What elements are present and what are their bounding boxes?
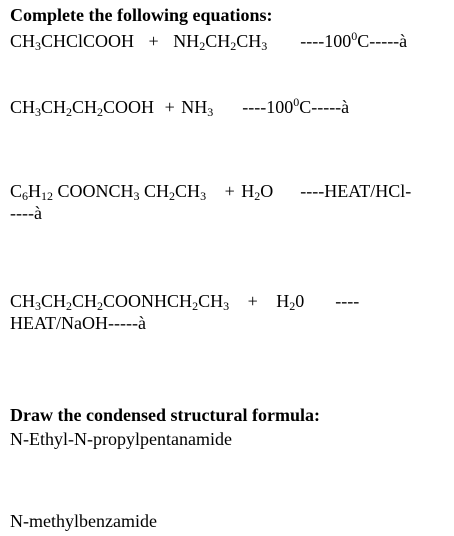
eq3-reactant-2: $H_2O$ xyxy=(241,181,274,203)
eq2-plus: + xyxy=(164,97,175,117)
eq3-reactant-1: $C_6H_{12}$ $COONCH_3$ $CH_2CH_3$ xyxy=(10,181,207,203)
eq4-reactant-1: $CH_3CH_2CH_2COONHCH_2CH_3$ xyxy=(10,291,230,313)
eq1-reactant-1: $CH_3CHClCOOH$ xyxy=(10,31,135,53)
eq1-reactant-2: $NH_2CH_2CH_3$ xyxy=(173,31,268,53)
eq1-plus: + xyxy=(148,31,159,51)
eq4-arrow: ---- xyxy=(335,291,360,311)
eq1-arrow: $----100^0C-----à$ xyxy=(300,29,408,51)
eq2-arrow: $----100^0C-----à$ xyxy=(242,95,350,117)
equation-3 xyxy=(10,180,411,202)
eq3-arrow: ----HEAT/HCl- xyxy=(300,181,412,201)
compound-1-name: N-Ethyl-N-propylpentanamide xyxy=(10,429,232,449)
eq4-arrow-continued: HEAT/NaOH-----à xyxy=(10,313,146,333)
eq3-plus: + xyxy=(224,181,235,201)
eq2-reactant-1: $CH_3CH_2CH_2COOH$ xyxy=(10,97,155,119)
eq4-plus: + xyxy=(247,291,258,311)
eq3-arrow-continued: ----à xyxy=(10,203,42,223)
equation-4 xyxy=(10,290,359,312)
equation-1 xyxy=(10,30,407,52)
heading-draw-structural-formula: Draw the condensed structural formula: xyxy=(10,405,320,425)
equation-2 xyxy=(10,96,349,118)
heading-complete-equations: Complete the following equations: xyxy=(10,5,273,25)
compound-2-name: N-methylbenzamide xyxy=(10,511,157,531)
eq2-reactant-2: $NH_3$ xyxy=(181,97,214,119)
eq4-reactant-2: $H_20$ xyxy=(276,291,305,313)
